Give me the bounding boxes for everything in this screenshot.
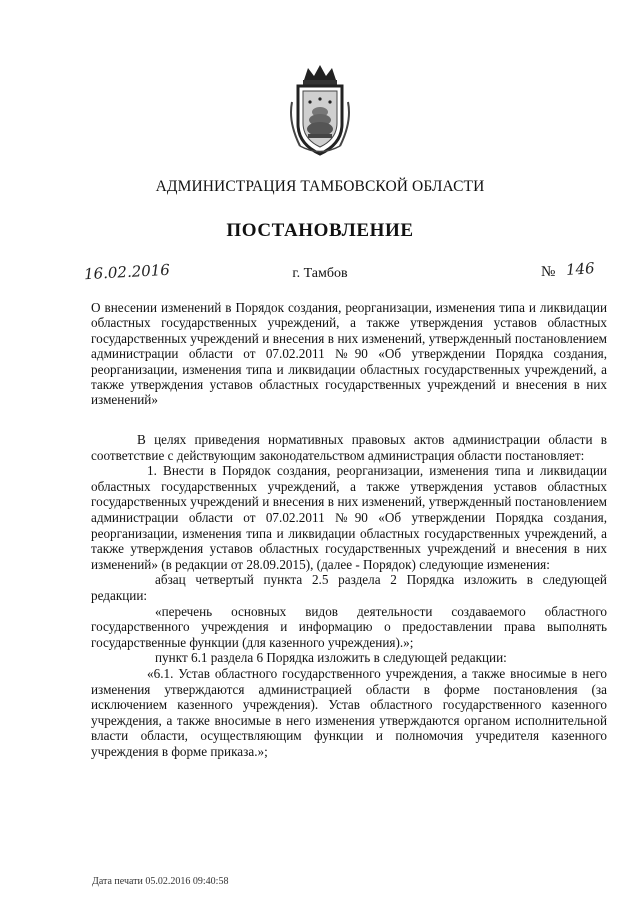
city-label: г. Тамбов: [292, 266, 348, 281]
number-label: №: [541, 264, 556, 280]
paragraph-quote-6-1: «6.1. Устав областного государственного учреждения, а также вносимые в него изменения утверждаются администрацией области в форме постановления (за исключением казенного учреждения). Устав областного государственного казенного учреждения, а также вносимые в него изменения утверждаются органом исполнительной власти области, осуществляющим функции и полномочия учредителя казенного учреждения в форме приказа.»;: [91, 665, 607, 759]
document-type-heading: ПОСТАНОВЛЕНИЕ: [226, 220, 414, 241]
decree-title: О внесении изменений в Порядок создания, реорганизации, изменения типа и ликвидации областных государственных учреждений, а также утверждения уставов областных государственных учреждений и внесения в них изменений, утвержденный постановлением администрации области от 07.02.2011 №90 «Об утверждении Порядка создания, реорганизации, изменения типа и ликвидации областных государственных учреждений, а также утверждения уставов областных государственных учреждений и внесения в них изменений»: [91, 300, 607, 408]
paragraph-quote-2-5: «перечень основных видов деятельности создаваемого областного государственного учреждения и информацию о предоставлении права выполнять государственные функции (для казенного учреждения).»;: [91, 603, 607, 650]
coat-of-arms-emblem: [286, 62, 354, 158]
organization-name: АДМИНИСТРАЦИЯ ТАМБОВСКОЙ ОБЛАСТИ: [155, 178, 485, 195]
paragraph-amendment-2-5: абзац четвертый пункта 2.5 раздела 2 Порядка изложить в следующей редакции:: [91, 572, 607, 603]
paragraph-amendment-6-1: пункт 6.1 раздела 6 Порядка изложить в следующей редакции:: [155, 650, 507, 666]
handwritten-date: 16.02.2016: [83, 260, 171, 284]
document-body: [91, 432, 607, 759]
handwritten-number: 146: [565, 259, 596, 279]
paragraph-preamble: В целях приведения нормативных правовых актов администрации области в соответствие с действующим законодательством администрация области постановляет:: [91, 432, 607, 463]
print-date-footer: Дата печати 05.02.2016 09:40:58: [92, 876, 229, 887]
paragraph-item-1: 1. Внести в Порядок создания, реорганизации, изменения типа и ликвидации областных государственных учреждений, а также утверждения уставов областных государственных учреждений и внесения в них изменений, утвержденный постановлением администрации области от 07.02.2011 №90 «Об утверждении Порядка создания, реорганизации, изменения типа и ликвидации областных государственных учреждений, а также утверждения уставов областных государственных учреждений и внесения в них изменений» (в редакции от 28.09.2015), (далее - Порядок) следующие изменения:: [91, 463, 607, 572]
